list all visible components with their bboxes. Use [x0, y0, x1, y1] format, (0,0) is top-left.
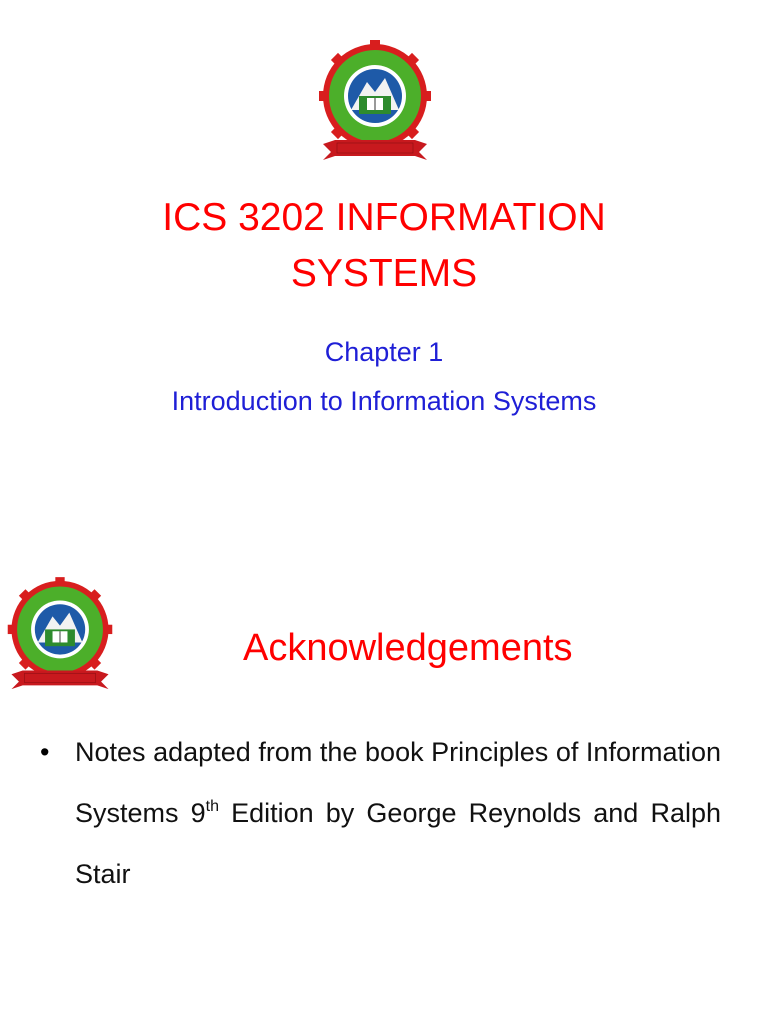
course-title — [0, 190, 768, 302]
course-title-line2: SYSTEMS — [290, 252, 478, 295]
chapter-label: Chapter 1 — [324, 337, 444, 367]
university-logo — [314, 40, 436, 164]
bullet-text-part1: Notes adapted from the book Principles of Information Systems 9 — [75, 737, 721, 828]
bullet-marker: • — [40, 737, 50, 767]
gear-ring — [319, 40, 431, 152]
chapter-subtitle: Introduction to Information Systems — [171, 386, 597, 416]
logo-banner — [323, 140, 427, 160]
bullet-text-part2: Edition by George Reynolds and Ralph Stair — [75, 798, 721, 889]
bullet-text — [75, 722, 721, 905]
edition-superscript: th — [205, 798, 219, 815]
course-title-line1: ICS 3202 INFORMATION — [162, 196, 606, 239]
acknowledgements-heading: Acknowledgements — [243, 627, 573, 669]
university-logo-small — [4, 574, 116, 696]
